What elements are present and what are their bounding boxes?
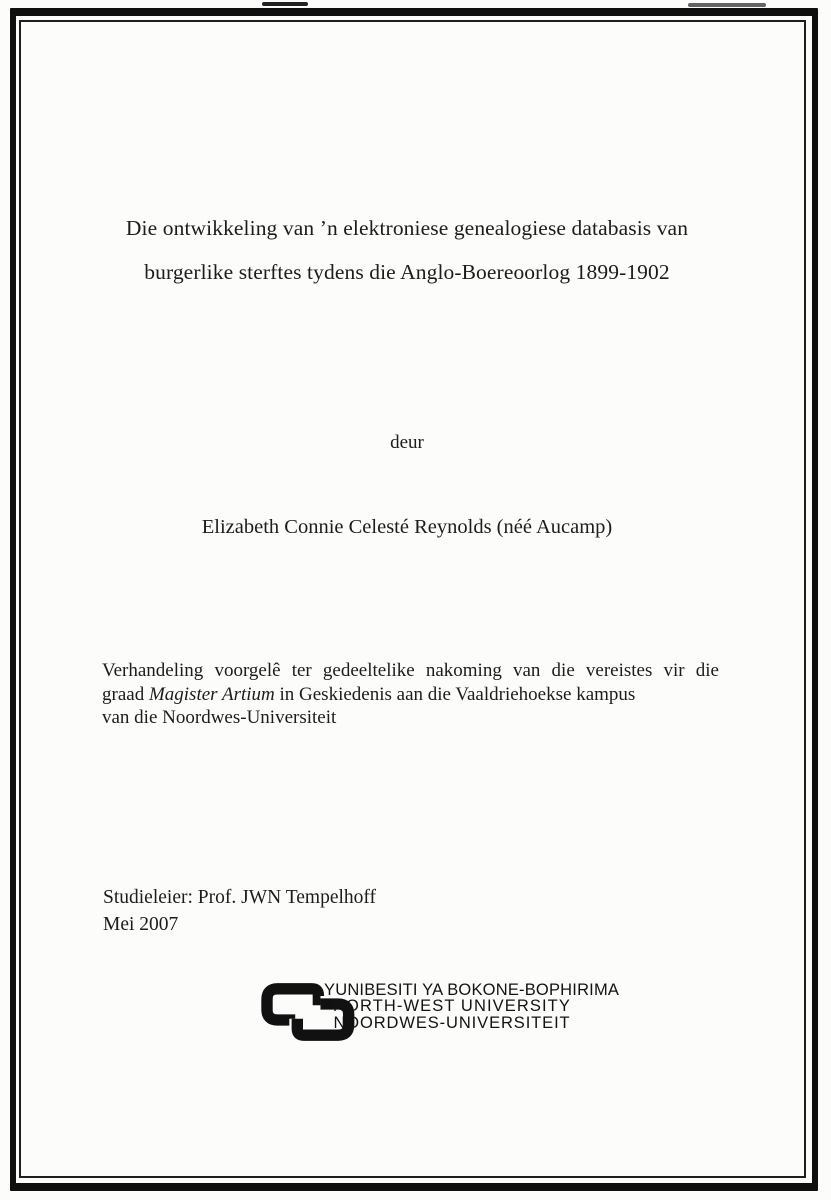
nwu-logo <box>258 980 620 1050</box>
title-line-2: burgerlike sterftes tydens die Anglo-Boereoorlog 1899-1902 <box>144 260 670 284</box>
supervisor-and-date <box>103 884 376 938</box>
statement-line-2-degree: Magister Artium <box>148 683 275 705</box>
logo-text-line-2: NORTH-WEST UNIVERSITY <box>333 997 571 1016</box>
degree-statement <box>102 659 719 730</box>
date-line: Mei 2007 <box>103 914 179 935</box>
byline-deur: deur <box>390 432 424 453</box>
statement-line-3: van die Noordwes-Universiteit <box>102 707 337 729</box>
statement-line-1: Verhandeling voorgelê ter gedeeltelike nakoming van die vereistes vir die <box>102 660 719 681</box>
statement-line-2-pre: graad <box>102 683 149 705</box>
statement-line-2-post: in Geskiedenis aan die Vaaldriehoekse kampus <box>274 683 636 705</box>
supervisor-line: Studieleier: Prof. JWN Tempelhoff <box>103 887 377 908</box>
scan-artifact <box>688 3 766 7</box>
title-line-1: Die ontwikkeling van ’n elektroniese genealogiese databasis van <box>125 216 689 240</box>
nwu-logo-text <box>324 981 620 1032</box>
logo-text-line-1: YUNIBESITI YA BOKONE-BOPHIRIMA <box>324 981 620 999</box>
logo-text-line-3: NOORDWES-UNIVERSITEIT <box>333 1013 571 1032</box>
scan-artifact <box>262 2 308 6</box>
statement-line-2 <box>102 683 719 707</box>
author-name: Elizabeth Connie Celesté Reynolds (néé Aucamp) <box>201 516 613 538</box>
thesis-title <box>12 206 802 294</box>
